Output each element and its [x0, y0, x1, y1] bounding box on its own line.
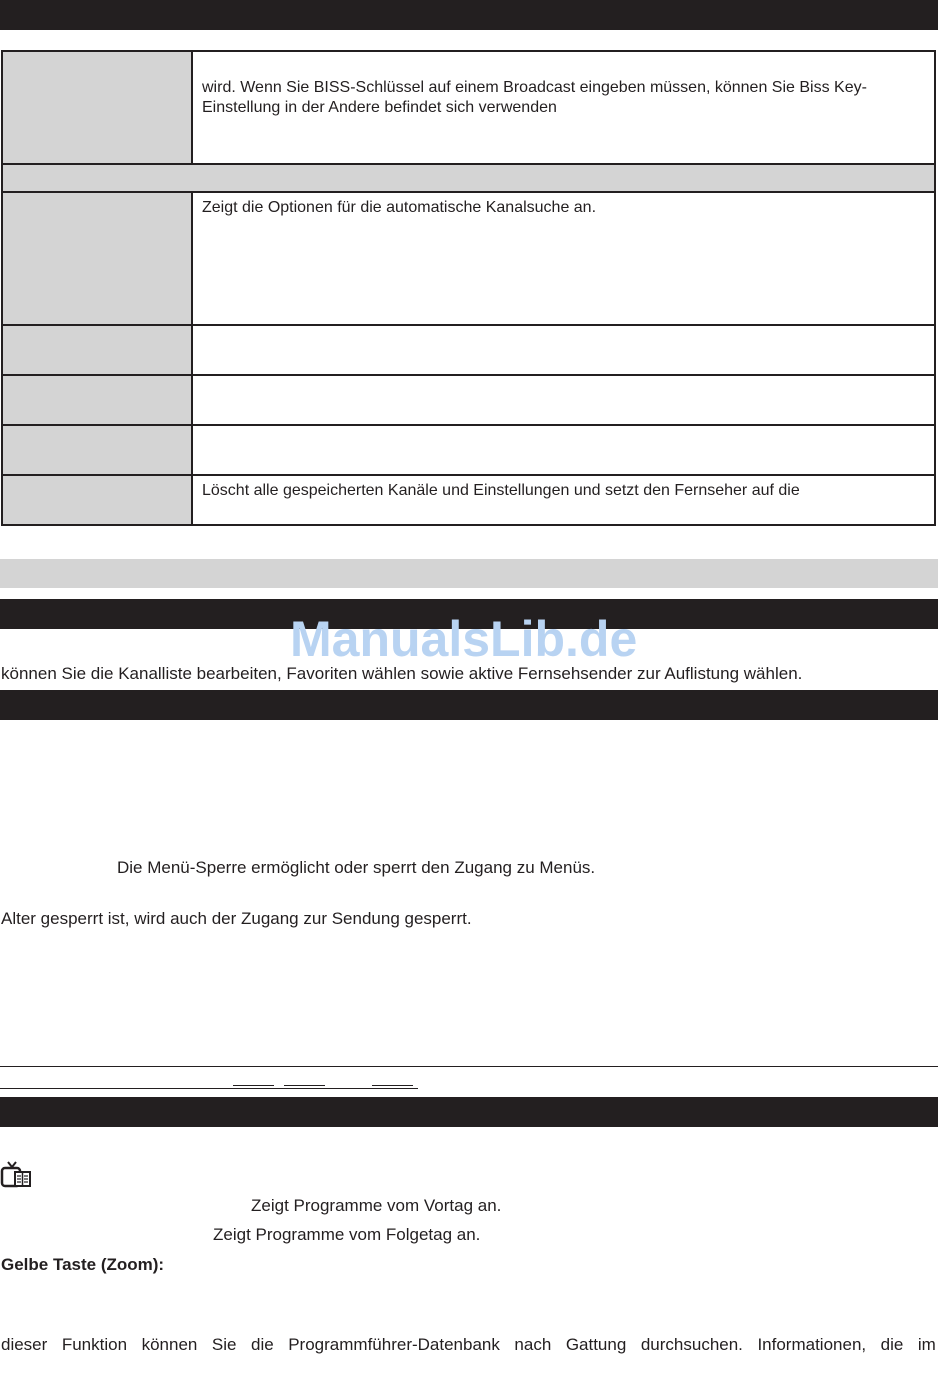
parental-header-bar — [0, 690, 938, 720]
settings-table — [1, 50, 936, 526]
underline-mark — [284, 1085, 325, 1086]
channel-list-description: können Sie die Kanalliste bearbeiten, Favoriten wählen sowie aktive Fernsehsender zur Auflistung wählen. — [1, 664, 803, 683]
setting-description-cell — [192, 51, 935, 164]
word: Programmführer-Datenbank — [288, 1335, 500, 1354]
next-day-description: Zeigt Programme vom Folgetag an. — [213, 1225, 481, 1244]
word: dieser — [1, 1335, 48, 1354]
setting-description-cell — [192, 192, 935, 325]
setting-label-cell — [2, 475, 192, 525]
table-row — [2, 375, 935, 425]
setting-label-cell — [2, 425, 192, 475]
setting-label-cell — [2, 325, 192, 375]
word: Funktion — [61, 1335, 128, 1354]
table-section-row — [2, 164, 935, 192]
divider-line — [0, 1066, 938, 1067]
setting-label-cell — [2, 375, 192, 425]
genre-search-description — [1, 1335, 936, 1355]
menu-lock-description: Die Menü-Sperre ermöglicht oder sperrt den Zugang zu Menüs. — [117, 858, 596, 877]
epg-header-bar — [0, 1097, 938, 1127]
setting-label-cell — [2, 192, 192, 325]
section-header-bar — [0, 0, 938, 30]
tv-guide-icon — [0, 1160, 34, 1190]
word: Gattung — [565, 1335, 627, 1354]
description-line: wird. Wenn Sie BISS-Schlüssel auf einem Broadcast eingeben müssen, können Sie Biss Key- — [202, 79, 867, 96]
word: durchsuchen. — [640, 1335, 743, 1354]
setting-description-cell — [192, 425, 935, 475]
setting-description-cell — [192, 375, 935, 425]
table-row — [2, 192, 935, 325]
word: Sie — [211, 1335, 237, 1354]
word: Informationen, — [757, 1335, 867, 1354]
divider-line — [0, 1088, 418, 1089]
age-lock-description: Alter gesperrt ist, wird auch der Zugang zur Sendung gesperrt. — [1, 909, 472, 928]
watermark-text: ManualsLib.de — [290, 611, 638, 667]
description-line: Zeigt die Optionen für die automatische Kanalsuche an. — [202, 199, 597, 216]
setting-label-cell — [2, 51, 192, 164]
section-gray-band — [0, 559, 938, 588]
yellow-button-label: Gelbe Taste (Zoom): — [1, 1255, 165, 1274]
word: im — [917, 1335, 936, 1354]
table-row — [2, 425, 935, 475]
section-row-cell — [2, 164, 935, 192]
setting-description-cell — [192, 325, 935, 375]
word: die — [880, 1335, 904, 1354]
word: können — [141, 1335, 198, 1354]
description-line: Einstellung in der Andere befindet sich verwenden — [202, 99, 557, 116]
underline-mark — [372, 1085, 413, 1086]
description-line: Löscht alle gespeicherten Kanäle und Einstellungen und setzt den Fernseher auf die — [202, 482, 800, 499]
prev-day-description: Zeigt Programme vom Vortag an. — [251, 1196, 502, 1215]
underline-mark — [233, 1085, 274, 1086]
table-row — [2, 325, 935, 375]
word: nach — [514, 1335, 552, 1354]
table-row — [2, 475, 935, 525]
setting-description-cell — [192, 475, 935, 525]
table-row — [2, 51, 935, 164]
word: die — [251, 1335, 274, 1354]
